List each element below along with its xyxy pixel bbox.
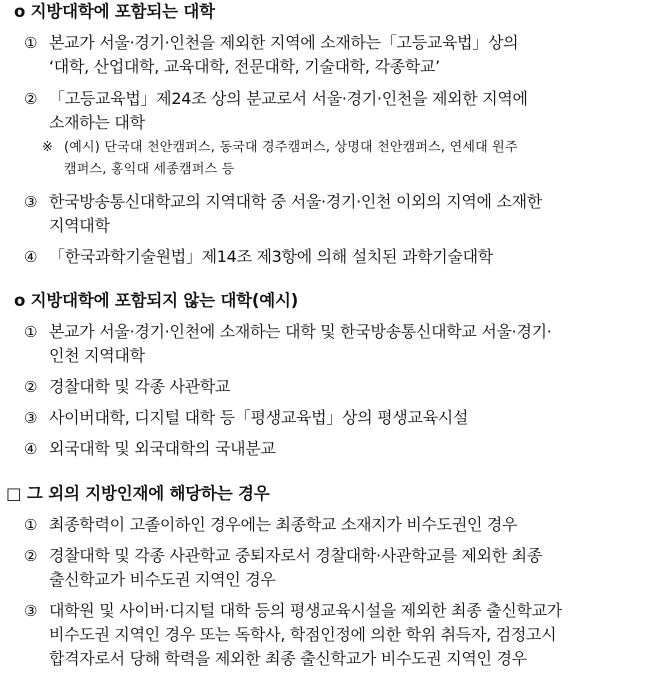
note-mark: ※: [42, 140, 54, 155]
item-line: 최종학력이 고졸이하인 경우에는 최종학교 소재지가 비수도권인 경우: [49, 515, 518, 534]
item-number: ②: [24, 378, 38, 396]
item-number: ③: [24, 602, 38, 620]
item-number: ④: [24, 248, 38, 266]
section2-item-4: [0, 437, 661, 461]
item-number: ②: [24, 90, 38, 108]
note-line: 캠퍼스, 홍익대 세종캠퍼스 등: [64, 162, 235, 177]
section3-heading: □ 그 외의 지방인재에 해당하는 경우: [6, 484, 270, 503]
item-line: 비수도권 지역인 경우 또는 독학사, 학점인정에 의한 학위 취득자, 검정고시: [49, 625, 557, 644]
item-line: 출신학교가 비수도권 지역인 경우: [49, 570, 276, 589]
section2-item-1: [0, 320, 661, 368]
item-line: 한국방송통신대학교의 지역대학 중 서울·경기·인천 이외의 지역에 소재한: [49, 192, 542, 211]
section1-item-1: [0, 31, 661, 79]
item-line: 경찰대학 및 각종 사관학교: [49, 377, 231, 396]
note-line: (예시) 단국대 천안캠퍼스, 동국대 경주캠퍼스, 상명대 천안캠퍼스, 연세대 원주: [64, 140, 518, 155]
item-line: 외국대학 및 외국대학의 국내분교: [49, 439, 276, 458]
item-line: ‘대학, 산업대학, 교육대학, 전문대학, 기술대학, 각종학교’: [49, 57, 440, 76]
item-line: 본교가 서울·경기·인천에 소재하는 대학 및 한국방송통신대학교 서울·경기·: [49, 322, 552, 341]
item-line: 대학원 및 사이버·디지털 대학 등의 평생교육시설을 제외한 최종 출신학교가: [49, 601, 562, 620]
section3-item-2: [0, 544, 661, 592]
section2-heading: o 지방대학에 포함되지 않는 대학(예시): [14, 291, 299, 310]
item-number: ④: [24, 440, 38, 458]
item-number: ①: [24, 323, 38, 341]
item-line: 인천 지역대학: [49, 346, 145, 365]
section1-item-4: [0, 245, 661, 269]
section2-item-3: [0, 406, 661, 430]
item-number: ③: [24, 409, 38, 427]
item-line: 「고등교육법」제24조 상의 분교로서 서울·경기·인천을 제외한 지역에: [49, 89, 528, 108]
section2-item-2: [0, 375, 661, 399]
item-line: 소재하는 대학: [49, 113, 145, 132]
item-line: 사이버대학, 디지털 대학 등「평생교육법」상의 평생교육시설: [49, 408, 469, 427]
item-line: 「한국과학기술원법」제14조 제3항에 의해 설치된 과학기술대학: [49, 247, 493, 266]
section3-item-1: [0, 513, 661, 537]
item-line: 경찰대학 및 각종 사관학교 중퇴자로서 경찰대학·사관학교를 제외한 최종: [49, 546, 542, 565]
section1-item-3: [0, 190, 661, 238]
item-number: ①: [24, 34, 38, 52]
item-line: 지역대학: [49, 216, 110, 235]
section3-item-3: [0, 599, 661, 671]
item-number: ②: [24, 547, 38, 565]
item-line: 본교가 서울·경기·인천을 제외한 지역에 소재하는「고등교육법」상의: [49, 33, 519, 52]
section1-item-2: [0, 87, 661, 135]
section1-heading: o 지방대학에 포함되는 대학: [14, 2, 215, 21]
item-number: ①: [24, 516, 38, 534]
item-number: ③: [24, 193, 38, 211]
item-line: 합격자로서 당해 학력을 제외한 최종 출신학교가 비수도권 지역인 경우: [49, 649, 527, 668]
section1-note: [0, 137, 661, 181]
